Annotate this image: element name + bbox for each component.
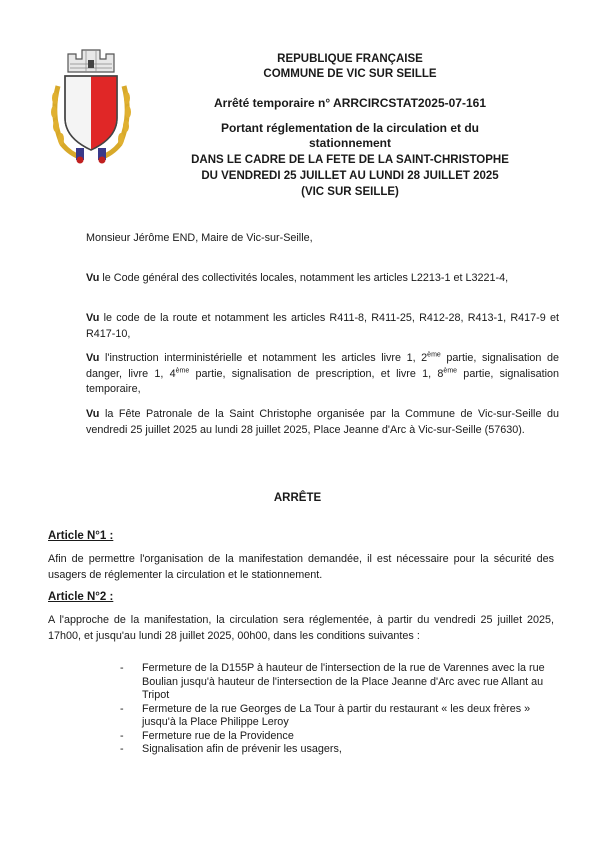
vu-paragraph-4: [86, 407, 559, 438]
article-1-text: Afin de permettre l'organisation de la manifestation demandée, il est nécessaire pour la sécurité des usagers de réglementer la circulation et le stationnement.: [48, 553, 554, 581]
vu-text: partie, signalisation temporaire,: [86, 367, 560, 395]
list-item: - Fermeture de la rue Georges de La Tour à partir du restaurant « les deux frères » jusqu'à la Place Philippe Leroy: [120, 703, 556, 730]
vu-label: Vu: [86, 408, 100, 420]
vu-paragraph-3: [86, 351, 559, 398]
list-item: - Signalisation afin de prévenir les usagers,: [120, 743, 556, 757]
subject-line-2: stationnement: [308, 136, 391, 150]
context-line-2: DU VENDREDI 25 JUILLET AU LUNDI 28 JUILLET 2025: [201, 170, 499, 182]
vu-paragraph-2: [86, 311, 559, 342]
arrete-reference: Arrêté temporaire n° ARRCIRCSTAT2025-07-161: [214, 96, 486, 110]
vu-text: la Fête Patronale de la Saint Christophe organisée par la Commune de Vic-sur-Seille du vendredi 25 juillet 2025 au lundi 28 juillet 2025, Place Jeanne d'Arc à Vic-sur-Seille (57630).: [86, 408, 559, 436]
vu-paragraph-1: [86, 271, 559, 287]
ordinal-superscript: ème: [443, 366, 458, 374]
mayor-line: Monsieur Jérôme END, Maire de Vic-sur-Seille,: [86, 232, 313, 244]
vu-label: Vu: [86, 352, 100, 364]
ordinal-superscript: ème: [175, 366, 190, 374]
subject-line-1: Portant réglementation de la circulation et du: [220, 121, 480, 135]
article-1-title: Article N°1 :: [48, 530, 114, 542]
republic-heading: REPUBLIQUE FRANÇAISE: [277, 53, 423, 65]
coat-of-arms-logo: [48, 46, 134, 164]
list-item: - Fermeture de la D155P à hauteur de l'intersection de la rue de Varennes avec la rue Boulian jusqu'à hauteur de l'intersection de la Place Jeanne d'Arc avec rue Allant au Tripot: [120, 662, 556, 703]
vu-text: le Code général des collectivités locales, notamment les articles L2213-1 et L3221-4,: [99, 272, 509, 284]
vu-text: le code de la route et notamment les articles R411-8, R411-25, R412-28, R413-1, R417-9 et R417-10,: [86, 312, 559, 340]
commune-heading: COMMUNE DE VIC SUR SEILLE: [263, 68, 437, 80]
context-line-1: DANS LE CADRE DE LA FETE DE LA SAINT-CHRISTOPHE: [191, 154, 509, 166]
vu-text: partie, signalisation de prescription, et livre 1, 8: [189, 367, 444, 380]
vu-text: partie, signalisation de danger, livre 1, 4: [86, 352, 559, 380]
list-item: - Fermeture rue de la Providence: [120, 730, 556, 744]
context-line-3: (VIC SUR SEILLE): [301, 186, 399, 198]
vu-text: l'instruction interministérielle et notamment les articles livre 1, 2: [99, 352, 428, 364]
article-2-text: A l'approche de la manifestation, la circulation sera réglementée, à partir du vendredi 25 juillet 2025, 17h00, et jusqu'au lundi 28 juillet 2025, 00h00, dans les conditions suivantes :: [48, 614, 554, 642]
ordinal-superscript: ème: [427, 351, 441, 359]
article-2-title: Article N°2 :: [48, 591, 114, 603]
vu-label: Vu: [86, 272, 100, 284]
arrete-heading: ARRÊTE: [273, 492, 322, 504]
closure-list: [120, 662, 556, 757]
vu-label: Vu: [86, 312, 100, 324]
